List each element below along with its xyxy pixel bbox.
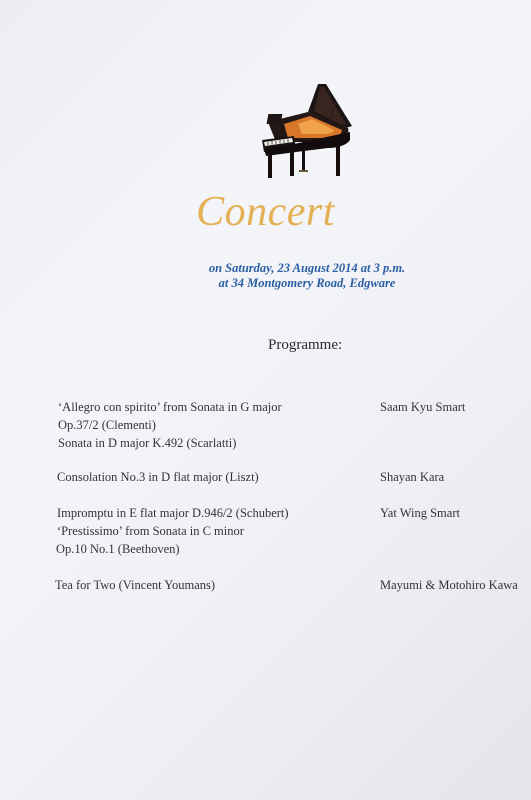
programme-piece: ‘Prestissimo’ from Sonata in C minor [57,524,244,538]
concert-venue: at 34 Montgomery Road, Edgware [218,276,396,290]
performer-name: Saam Kyu Smart [380,400,466,414]
programme-piece: Sonata in D major K.492 (Scarlatti) [58,436,237,450]
performer-name: Yat Wing Smart [380,506,460,520]
programme-piece: Op.10 No.1 (Beethoven) [56,542,180,556]
performer-name: Shayan Kara [380,470,445,484]
programme-piece: ‘Allegro con spirito’ from Sonata in G major [58,400,282,414]
grand-piano-icon [258,82,354,184]
concert-title: Concert [196,189,335,235]
programme-piece: Impromptu in E flat major D.946/2 (Schubert) [57,506,289,520]
programme-piece: Tea for Two (Vincent Youmans) [55,578,216,592]
concert-date: on Saturday, 23 August 2014 at 3 p.m. [208,261,406,275]
programme-piece: Op.37/2 (Clementi) [58,418,156,432]
programme-heading: Programme: [268,337,343,353]
performer-name: Mayumi & Motohiro Kawa [380,578,518,592]
programme-piece: Consolation No.3 in D flat major (Liszt) [57,470,259,484]
